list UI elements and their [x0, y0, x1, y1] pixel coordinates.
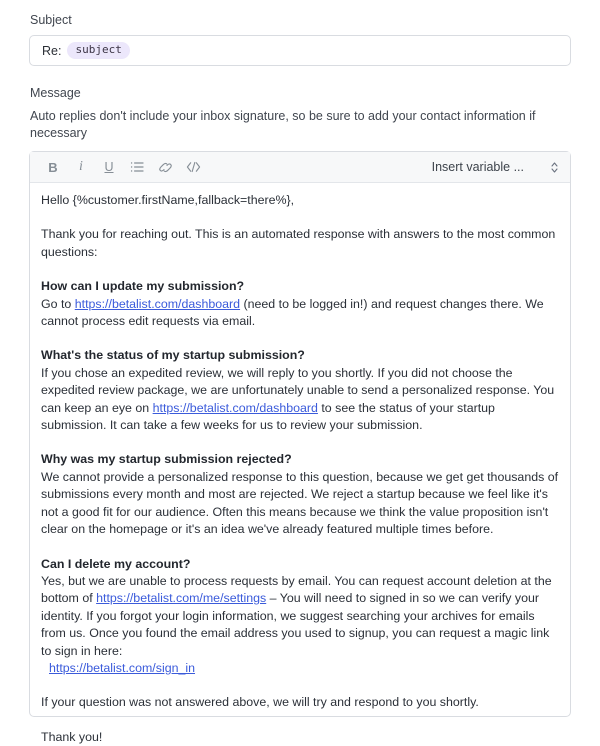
subject-input[interactable]	[29, 35, 571, 66]
sign-in-link[interactable]: https://betalist.com/sign_in	[49, 660, 196, 675]
faq-item-submission-status	[41, 347, 559, 434]
dashboard-link[interactable]: https://betalist.com/dashboard	[152, 400, 318, 415]
faq-item-update-submission	[41, 278, 559, 330]
code-block-button[interactable]	[180, 156, 206, 179]
list-icon	[130, 161, 144, 173]
faq-heading: What's the status of my startup submission?	[41, 348, 305, 363]
dashboard-link[interactable]: https://betalist.com/dashboard	[74, 296, 241, 311]
message-editor	[29, 151, 571, 744]
italic-button[interactable]: i	[68, 156, 94, 179]
body-signoff: Thank you!	[41, 729, 103, 744]
faq-text-before-link: Go to	[41, 296, 75, 311]
faq-heading: Can I delete my account?	[41, 556, 191, 571]
message-label: Message	[30, 86, 81, 100]
subject-prefix-text: Re:	[42, 43, 62, 58]
subject-variable-chip[interactable]: subject	[67, 42, 129, 59]
body-closing: If your question was not answered above, we will try and respond to you shortly.	[41, 695, 479, 710]
body-greeting: Hello {%customer.firstName,fallback=there%},	[41, 193, 295, 207]
insert-variable-label: Insert variable ...	[431, 160, 524, 174]
underline-button[interactable]: U	[96, 156, 122, 179]
subject-label: Subject	[30, 13, 72, 27]
message-help-text: Auto replies don't include your inbox signature, so be sure to add your contact information if necessary	[30, 109, 536, 140]
code-icon	[186, 161, 201, 173]
bulleted-list-button[interactable]	[124, 156, 150, 179]
toolbar-format-buttons	[40, 156, 206, 179]
faq-text-after-link: (need to be logged in!) and request changes there. We cannot process edit requests via email.	[41, 296, 544, 329]
faq-text-before-link: Yes, but we are unable to process requests by email. You can request account deletion at the bottom of	[41, 573, 552, 606]
faq-heading: Why was my startup submission rejected?	[41, 452, 292, 467]
bold-button[interactable]: B	[40, 156, 66, 179]
faq-text-after-link: – You will need to signed in so we can verify your identity. If you forgot your login information, we suggest searching your archives for emails from us. Once you found the email address you used to signup, you can request a magic link to sign in here:	[41, 591, 550, 658]
faq-text-before-link: If you chose an expedited review, we will reply to you shortly. If you did not choose the expedited review package, we are unfortunately unable to send a personalized response. You can keep an eye on	[41, 365, 555, 415]
faq-heading: How can I update my submission?	[41, 279, 245, 294]
body-intro: Thank you for reaching out. This is an automated response with answers to the most common questions:	[41, 227, 556, 259]
message-body[interactable]	[30, 183, 570, 744]
faq-item-rejection-reason	[41, 451, 559, 538]
editor-toolbar	[30, 152, 570, 183]
faq-text-after-link: to see the status of your startup submission. It can take a few weeks for us to review your submission.	[41, 400, 495, 433]
faq-item-delete-account	[41, 556, 559, 678]
insert-link-button[interactable]	[152, 156, 178, 179]
chevron-updown-icon	[550, 161, 559, 174]
settings-link[interactable]: https://betalist.com/me/settings	[96, 591, 267, 606]
link-icon	[158, 161, 173, 174]
insert-variable-select[interactable]	[432, 160, 561, 174]
faq-text: We cannot provide a personalized response to this question, because we get get thousands of submissions every month and most are rejected. We reject a startup because we feel like it's not a good fit for our audience. Often this means because we think the value proposition isn't clear on the homepage or it's an idea we've already featured multiple times before.	[41, 469, 559, 537]
